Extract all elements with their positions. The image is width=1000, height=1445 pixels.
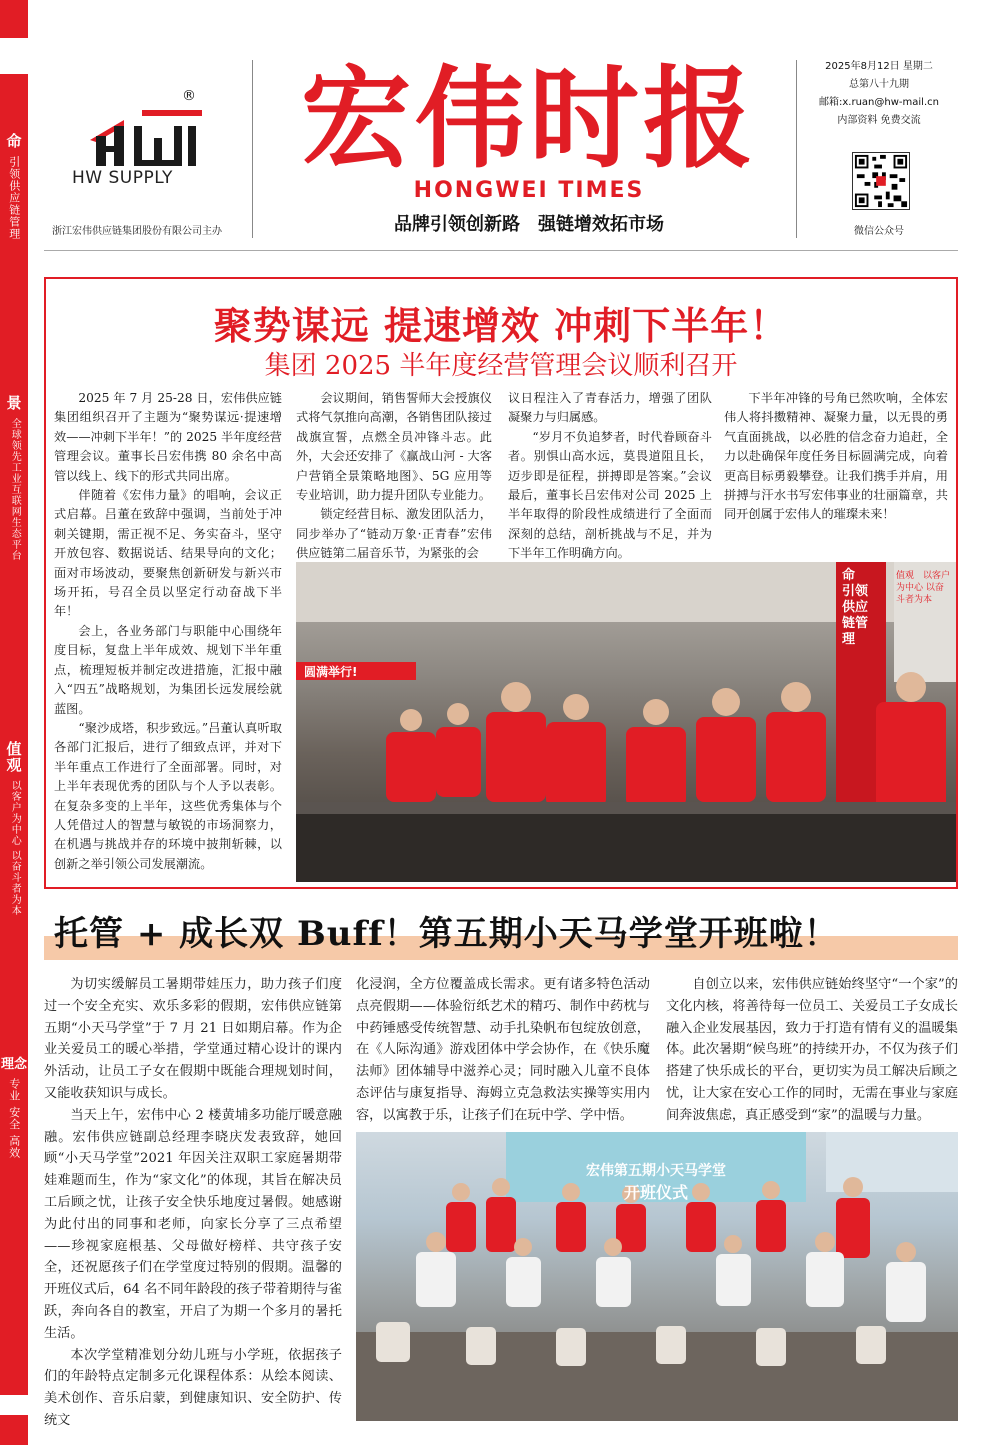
slogan: 品牌引领创新路 强链增效拓市场 [394,214,664,235]
strip-section [0,1058,28,1159]
article-school-header [44,906,958,964]
article-column [666,974,958,1127]
issue-date: 2025年8月12日 星期二 [825,61,933,72]
paragraph: 为切实缓解员工暑期带娃压力，助力孩子们度过一个安全充实、欢乐多彩的假期，宏伟供应链第五期“小天马学堂”于 7 月 21 日如期启幕。作为企业关爱员工的暖心举措，学堂通过精心设计的课内外活动，让员工子女在假期中既能合理规划时间，又能收获知识与成长。 [44,977,342,1101]
strip-gap [0,1395,28,1415]
contact-email: 邮箱:x.ruan@hw-mail.cn [819,97,939,108]
article-column [356,974,650,1127]
photo-banner-text: 开班仪式 [623,1183,688,1202]
strip-section-title: 命 [6,132,22,150]
strip-section-title: 理念 [0,1057,27,1072]
paragraph: 本次学堂精准划分幼儿班与小学班，依据孩子们的年龄特点定制多元化课程体系：从绘本阅读、美术创作、音乐启蒙，到健康知识、安全防护、传统文 [44,1347,342,1428]
article-meeting [44,277,958,889]
paragraph: 锁定经营目标、激发团队活力，同步举办了“链动万象·正青春”宏伟供应链第二届音乐节，为紧张的会 [296,507,492,561]
article-subheadline: 集团 2025 半年度经营管理会议顺利召开 [264,351,738,381]
masthead-rule [44,250,958,251]
article-column [724,389,948,525]
newspaper-title: 宏伟时报 [301,54,757,183]
school-photo [356,1132,958,1421]
strip-section [0,396,28,561]
article-headline: 聚势谋远 提速增效 冲刺下半年！ [213,304,789,348]
strip-section-text: 专业 安全 高效 [7,1077,21,1159]
strip-section [0,742,28,916]
qr-label: 微信公众号 [854,226,904,237]
meeting-photo [296,562,956,882]
article-column [296,389,492,564]
article-column [54,389,282,874]
strip-section-title: 景 [6,394,22,412]
hw-logo-icon [84,100,204,168]
article-headline: 托管 + 成长双 Buff！第五期小天马学堂开班啦！ [54,914,839,954]
distribution-note: 内部资料 免费交流 [837,115,921,126]
strip-section-title: 值观 [6,740,22,774]
issue-info [804,58,954,130]
paragraph: 化浸润，全方位覆盖成长需求。更有诸多特色活动点亮假期——体验衍纸艺术的精巧、制作中药枕与中药锤感受传统智慧、动手扎染帆布包绽放创意，在《人际沟通》游戏团体中学会协作，在《快乐魔法师》团体辅导中滋养心灵；同时融入儿童不良体态评估与康复指导、海姆立克急救法实操等实用内容，以寓教于乐，让孩子们在玩中学、学中悟。 [356,977,650,1123]
photo-banner-text: 圆满举行! [304,665,358,679]
host-organization: 浙江宏伟供应链集团股份有限公司主办 [52,226,222,237]
left-red-strip [0,0,28,1445]
paragraph: “聚沙成塔，积步致远。”吕董认真听取各部门汇报后，进行了细致点评，并对下半年重点工作进行了全面部署。同时，对上半年表现优秀的团队与个人予以表彰。在复杂多变的上半年，这些优秀集体与个人凭借过人的智慧与敏锐的市场洞察力，在机遇与挑战并存的环境中披荆斩棘，以创新之举引领公司发展潮流。 [54,720,282,871]
qr-code-icon[interactable] [852,152,910,210]
divider [252,60,253,238]
logo-text: HW SUPPLY [72,168,173,188]
paragraph: “岁月不负追梦者，时代眷顾奋斗者。别惧山高水远，莫畏道阻且长，迈步即是征程，拼搏即是答案。”会议最后，董事长吕宏伟对公司 2025 上半年取得的阶段性成绩进行了全面而深刻的总结，剖析挑战与不足，并为下半年工作明确方向。 [508,429,712,561]
paragraph: 会上，各业务部门与职能中心围绕年度目标，复盘上半年成效、规划下半年重点，梳理短板并制定改进措施，汇报中融入“四五”战略规划，为集团长远发展绘就蓝图。 [54,623,282,716]
article-column [508,389,712,564]
paragraph: 自创立以来，宏伟供应链始终坚守“一个家”的文化内核，将善待每一位员工、关爱员工子女成长融入企业发展基因，致力于打造有情有义的温暖集体。此次暑期“候鸟班”的持续开办，不仅为孩子们搭建了快乐成长的平台，更切实为员工解决后顾之忧，让大家在安心工作的同时，无需在事业与家庭间奔波焦虑，真正感受到“家”的温暖与力量。 [666,977,958,1123]
newspaper-title-en: HONGWEI TIMES [413,178,645,203]
article-column [44,974,342,1432]
strip-section-text: 全球领先工业互联网生态平台 [9,417,21,561]
paragraph: 议日程注入了青春活力，增强了团队凝聚力与归属感。 [508,391,712,425]
issue-number: 总第八十九期 [849,79,909,90]
strip-section-text: 以客户为中心 以奋斗者为本 [9,779,21,916]
paragraph: 会议期间，销售誓师大会授旗仪式将气氛推向高潮，各销售团队接过战旗宣誓，点燃全员冲锋斗志。此外，大会还安排了《赢战山河 - 大客户营销全景策略地图》、5G 应用等专业培训，助力提升团队专业能力。 [296,391,492,503]
strip-section [0,134,28,240]
photo-banner-text: 值观 以客户为中心 以奋斗者为本 [896,571,951,605]
strip-section-text: 引领供应链管理 [7,155,21,240]
logo [44,48,249,238]
paragraph: 伴随着《宏伟力量》的唱响，会议正式启幕。吕董在致辞中强调，当前处于冲刺关键期，需正视不足、务实奋斗，坚守开放包容、数据说话、结果导向的文化；面对市场波动，要聚焦创新研发与新兴市场开拓，号召全员以坚定行动奋战下半年！ [54,488,282,619]
photo-banner-text: 宏伟第五期小天马学堂 [586,1163,726,1179]
strip-gap [0,38,28,74]
paragraph: 2025 年 7 月 25-28 日，宏伟供应链集团组织召开了主题为“聚势谋远·提速增效——冲刺下半年！”的 2025 半年度经营管理会议。董事长吕宏伟携 80 余名中高管以线上、线下的形式共同出席。 [54,391,282,483]
photo-banner-text: 命 引领供应链管理 [842,568,869,647]
paragraph: 当天上午，宏伟中心 2 楼黄埔多功能厅暖意融融。宏伟供应链副总经理李晓庆发表致辞，她回顾“小天马学堂”2021 年因关注双职工家庭暑期带娃难题而生，作为“家文化”的体现，其旨在解决员工后顾之忧，让孩子安全快乐地度过暑假。她感谢为此付出的同事和老师，向家长分享了三点希望——珍视家庭根基、父母做好榜样、共守孩子安全，还祝愿孩子们在学堂度过特别的假期。温馨的开班仪式后，64 名不同年龄段的孩子带着期待与雀跃，奔向各自的教室，开启了为期一个多月的暑托生活。 [44,1107,342,1341]
registered-mark: ® [182,88,196,104]
masthead [44,48,958,248]
divider [796,60,797,238]
paragraph: 下半年冲锋的号角已然吹响，全体宏伟人将抖擞精神、凝聚力量，以无畏的勇气直面挑战，以必胜的信念奋力追赶，全力以赴确保年度任务目标圆满完成，向着更高目标勇毅攀登。让我们携手并肩，用拼搏与汗水书写宏伟事业的壮丽篇章，共同开创属于宏伟人的璀璨未来！ [724,391,948,522]
